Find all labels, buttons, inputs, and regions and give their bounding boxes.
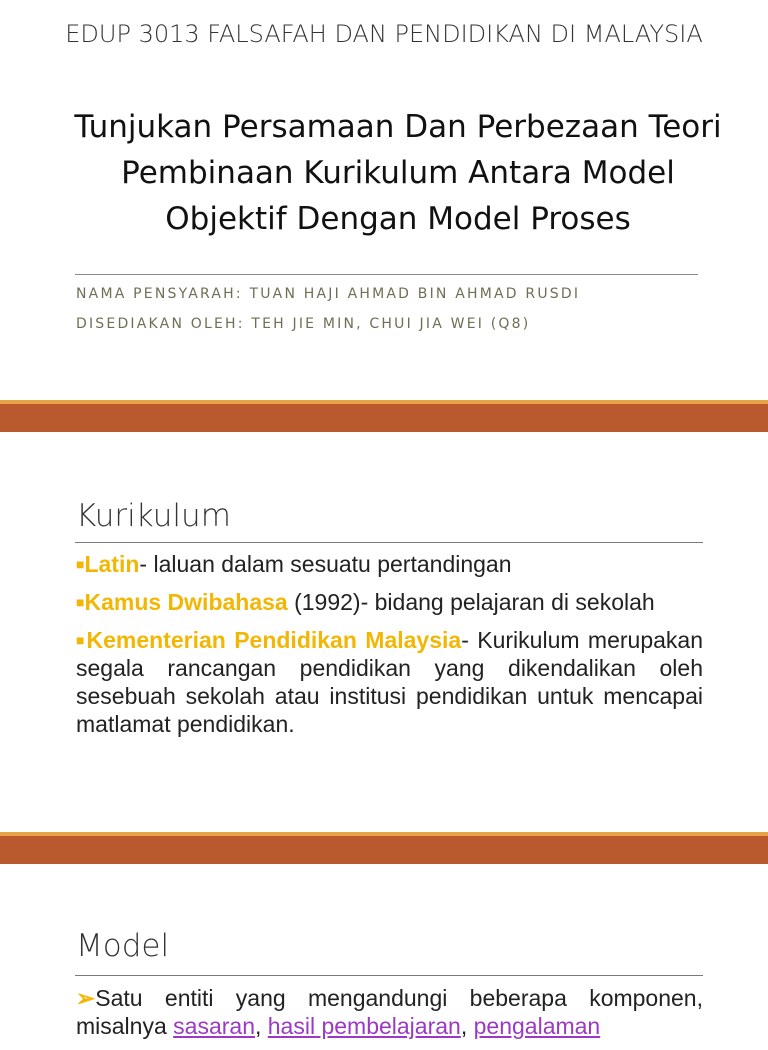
definition-list	[76, 550, 703, 748]
list-item	[76, 626, 703, 738]
list-item	[76, 984, 703, 1040]
separator: ,	[460, 1013, 474, 1039]
term: Kementerian Pendidikan Malaysia	[86, 627, 462, 653]
divider	[75, 975, 703, 976]
list-item	[76, 588, 703, 616]
prepared-by: DISEDIAKAN OLEH: TEH JIE MIN, CHUI JIA WEI (Q8)	[76, 316, 531, 332]
slide-separator	[0, 832, 768, 864]
divider	[75, 542, 703, 543]
lecturer-name: NAMA PENSYARAH: TUAN HAJI AHMAD BIN AHMAD RUSDI	[76, 286, 581, 302]
definition: Satu entiti yang mengandungi beberapa komponen, misalnya	[76, 985, 703, 1039]
list-item	[76, 550, 703, 578]
kurikulum-slide	[0, 432, 768, 832]
title-slide	[0, 0, 768, 400]
course-title: EDUP 3013 FALSAFAH DAN PENDIDIKAN DI MALAYSIA	[65, 20, 703, 48]
slide-separator	[0, 400, 768, 432]
divider	[75, 274, 698, 275]
model-slide	[0, 864, 768, 1039]
link-pengalaman[interactable]: pengalaman	[473, 1013, 601, 1039]
term: Latin	[84, 551, 140, 577]
arrow-bullet-icon: ➢	[76, 985, 96, 1011]
definition: (1992)- bidang pelajaran di sekolah	[287, 589, 655, 615]
definition: - Kurikulum merupakan segala rancangan pendidikan yang dikendalikan oleh sesebuah sekolah atau institusi pendidikan untuk mencapai matlamat pendidikan.	[76, 627, 703, 737]
definition: - laluan dalam sesuatu pertandingan	[139, 551, 512, 577]
model-definition	[76, 984, 703, 1050]
bullet-icon: ■	[76, 632, 87, 648]
slide-heading: Model	[76, 928, 170, 964]
bullet-icon: ■	[76, 594, 85, 610]
separator: ,	[254, 1013, 268, 1039]
bullet-icon: ■	[76, 556, 85, 572]
slide-title: Tunjukan Persamaan Dan Perbezaan Teori Pembinaan Kurikulum Antara Model Objektif Dengan Model Proses	[74, 109, 722, 237]
slide-heading: Kurikulum	[76, 498, 231, 534]
link-hasil-pembelajaran[interactable]: hasil pembelajaran	[267, 1013, 461, 1039]
link-sasaran[interactable]: sasaran	[173, 1013, 255, 1039]
term: Kamus Dwibahasa	[84, 589, 288, 615]
